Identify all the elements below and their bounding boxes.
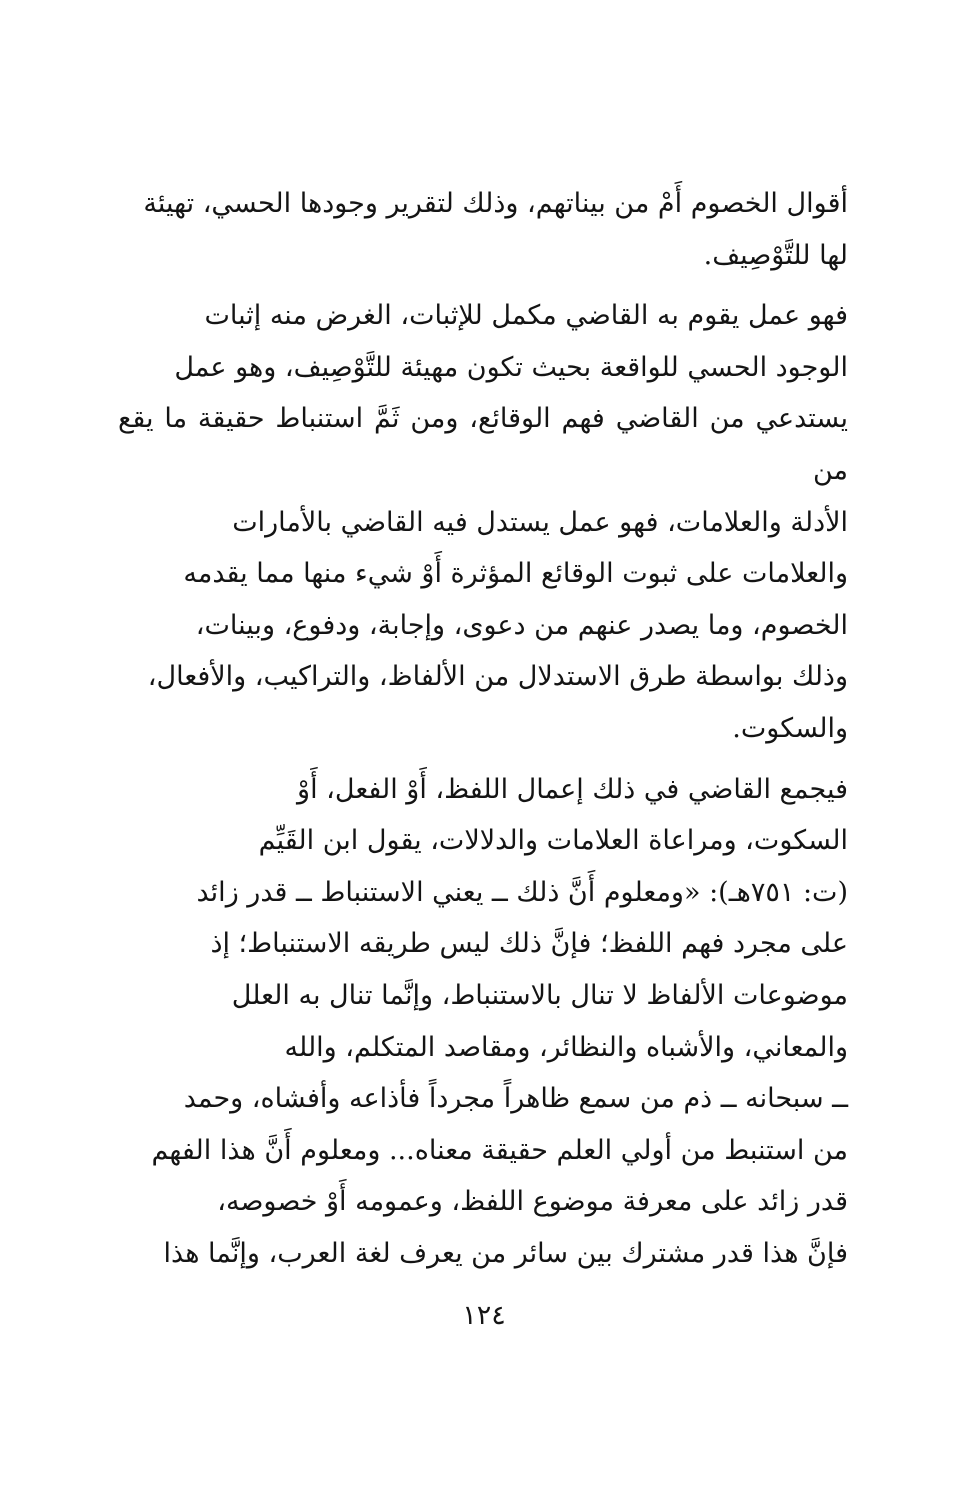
text-line: الأدلة والعلامات، فهو عمل يستدل فيه القاضي بالأمارات <box>232 506 848 538</box>
text-line: فهو عمل يقوم به القاضي مكمل للإثبات، الغرض منه إثبات <box>204 300 848 332</box>
paragraph-1 <box>118 178 848 281</box>
text-line: موضوعات الألفاظ لا تنال بالاستنباط، وإنَّما تنال به العلل <box>231 979 848 1011</box>
text-line: أقوال الخصوم أَمْ من بيناتهم، وذلك لتقرير وجودها الحسي، تهيئة <box>143 188 848 219</box>
paragraph-3 <box>118 764 848 1280</box>
text-line: يستدعي من القاضي فهم الوقائع، ومن ثَمَّ استنباط حقيقة ما يقع من <box>118 403 848 486</box>
text-line: فيجمع القاضي في ذلك إعمال اللفظ، أَوْ الفعل، أَوْ <box>297 773 848 805</box>
paragraph-2 <box>118 290 848 754</box>
text-line: قدر زائد على معرفة موضوع اللفظ، وعمومه أَوْ خصوصه، <box>217 1186 848 1218</box>
text-line: السكوت، ومراعاة العلامات والدلالات، يقول ابن القَيِّم <box>258 825 848 857</box>
text-line: الوجود الحسي للواقعة بحيث تكون مهيئة للتَّوْصِيف، وهو عمل <box>174 351 848 383</box>
page-number: ١٢٤ <box>462 1300 506 1331</box>
text-line: ــ سبحانه ــ ذم من سمع ظاهراً مجرداً فأذاعه وأفشاه، وحمد <box>183 1083 848 1115</box>
text-line: والسكوت. <box>732 712 848 744</box>
text-line: فإنَّ هذا قدر مشترك بين سائر من يعرف لغة العرب، وإنَّما هذا <box>163 1237 848 1269</box>
body-text <box>118 178 848 1288</box>
text-line: الخصوم، وما يصدر عنهم من دعوى، وإجابة، ودفوع، وبينات، <box>195 609 848 641</box>
text-line: لها للتَّوْصِيف. <box>703 239 848 271</box>
text-line: (ت: ٧٥١هـ): «ومعلوم أَنَّ ذلك ــ يعني الاستنباط ــ قدر زائد <box>196 876 848 908</box>
text-line: وذلك بواسطة طرق الاستدلال من الألفاظ، والتراكيب، والأفعال، <box>147 661 848 693</box>
text-line: على مجرد فهم اللفظ؛ فإنَّ ذلك ليس طريقه الاستنباط؛ إذ <box>210 928 848 960</box>
text-line: من استنبط من أولي العلم حقيقة معناه... ومعلوم أَنَّ هذا الفهم <box>151 1134 848 1166</box>
text-line: والعلامات على ثبوت الوقائع المؤثرة أَوْ شيء منها مما يقدمه <box>183 558 848 590</box>
text-line: والمعاني، والأشباه والنظائر، ومقاصد المتكلم، والله <box>284 1031 848 1063</box>
